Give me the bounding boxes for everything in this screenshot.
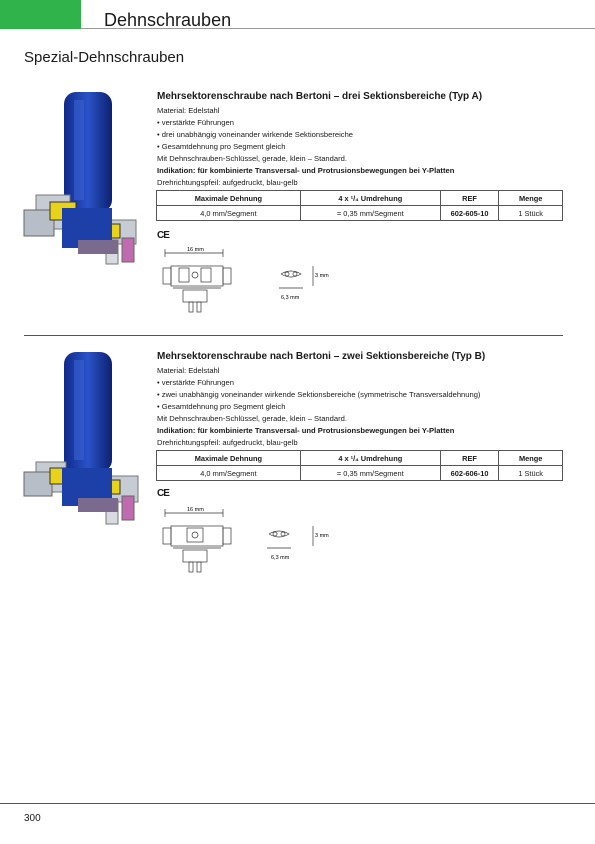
product-a-bullet: • drei unabhängig voneinander wirkende Sektionsbereiche	[157, 130, 354, 139]
product-a-bullet: • verstärkte Führungen	[157, 118, 234, 127]
product-b-bullet: • zwei unabhängig voneinander wirkende Sektionsbereiche (symmetrische Transversaldehnung)	[157, 390, 481, 399]
product-a-image	[22, 90, 150, 270]
section-title: Spezial-Dehnschrauben	[24, 49, 185, 66]
cell-qty: 1 Stück	[499, 206, 563, 221]
dim-width: 16 mm	[187, 247, 204, 253]
dim-key-height: 3 mm	[315, 273, 329, 279]
table-row	[157, 206, 563, 221]
th-turn: 4 x ¹/₄ Umdrehung	[300, 451, 440, 466]
dim-width: 16 mm	[187, 507, 204, 513]
header-accent-tab	[0, 0, 81, 29]
product-a-indication: Indikation: für kombinierte Transversal- und Protrusionsbewegungen bei Y-Platten	[157, 166, 455, 175]
product-b-description	[157, 350, 567, 449]
th-qty: Menge	[499, 191, 563, 206]
table-header-row	[157, 191, 563, 206]
product-b-technical-drawing	[157, 504, 347, 584]
th-max: Maximale Dehnung	[157, 451, 301, 466]
product-b-bullet: • verstärkte Führungen	[157, 378, 234, 387]
product-b-table	[156, 450, 563, 481]
page-title: Dehnschrauben	[104, 10, 232, 30]
product-a-description	[157, 90, 567, 189]
table-header-row	[157, 451, 563, 466]
product-b-material: Material: Edelstahl	[157, 366, 220, 375]
product-a-technical-drawing	[157, 244, 347, 324]
th-ref: REF	[440, 191, 498, 206]
cell-turn: = 0,35 mm/Segment	[300, 466, 440, 481]
product-a-title: Mehrsektorenschraube nach Bertoni – drei Sektionsbereiche (Typ A)	[157, 91, 483, 102]
dim-key-height: 3 mm	[315, 533, 329, 539]
product-b-title: Mehrsektorenschraube nach Bertoni – zwei Sektionsbereiche (Typ B)	[157, 351, 486, 362]
product-a-bullet: • Gesamtdehnung pro Segment gleich	[157, 142, 286, 151]
product-separator	[24, 335, 563, 336]
product-a-note: Mit Dehnschrauben-Schlüssel, gerade, klein – Standard.	[157, 154, 347, 163]
product-a-arrow: Drehrichtungspfeil: aufgedruckt, blau-gelb	[157, 178, 298, 187]
footer-rule	[0, 803, 595, 804]
cell-max: 4,0 mm/Segment	[157, 466, 301, 481]
product-b-arrow: Drehrichtungspfeil: aufgedruckt, blau-gelb	[157, 438, 298, 447]
product-b-indication: Indikation: für kombinierte Transversal- und Protrusionsbewegungen bei Y-Platten	[157, 426, 455, 435]
cell-ref: 602-606-10	[440, 466, 498, 481]
dim-key-width: 6,3 mm	[281, 295, 300, 301]
table-row	[157, 466, 563, 481]
product-a-material: Material: Edelstahl	[157, 106, 220, 115]
ce-mark: CE	[157, 230, 169, 241]
dim-key-width: 6,3 mm	[271, 555, 290, 561]
cell-ref: 602-605-10	[440, 206, 498, 221]
th-max: Maximale Dehnung	[157, 191, 301, 206]
product-a-table	[156, 190, 563, 221]
product-b-note: Mit Dehnschrauben-Schlüssel, gerade, klein – Standard.	[157, 414, 347, 423]
product-b-bullet: • Gesamtdehnung pro Segment gleich	[157, 402, 286, 411]
th-qty: Menge	[499, 451, 563, 466]
product-b-image	[22, 350, 150, 530]
ce-mark: CE	[157, 488, 169, 499]
th-ref: REF	[440, 451, 498, 466]
th-turn: 4 x ¹/₄ Umdrehung	[300, 191, 440, 206]
cell-max: 4,0 mm/Segment	[157, 206, 301, 221]
cell-turn: = 0,35 mm/Segment	[300, 206, 440, 221]
cell-qty: 1 Stück	[499, 466, 563, 481]
page-number: 300	[24, 813, 41, 824]
